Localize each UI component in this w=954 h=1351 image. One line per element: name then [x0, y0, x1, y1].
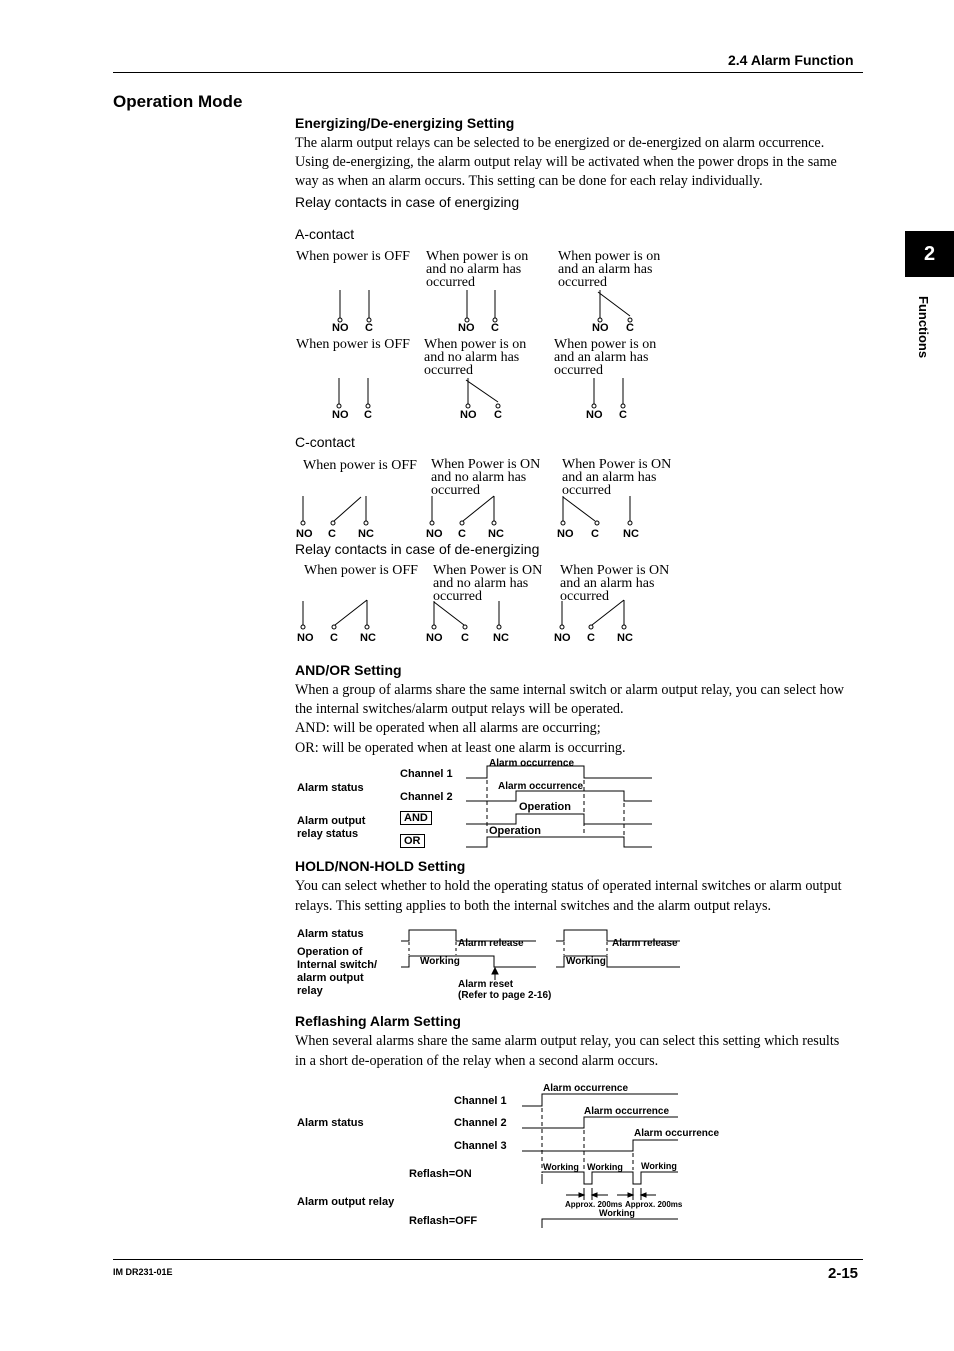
- terminal-label: NC: [623, 528, 639, 540]
- terminal-label: NO: [557, 528, 574, 540]
- caption-line: When power is on: [424, 337, 527, 352]
- diagram-label: Alarm occurrence: [543, 1083, 629, 1094]
- and-label: AND: [400, 811, 432, 825]
- text-line: relay: [297, 985, 323, 997]
- chapter-tab-label: Functions: [916, 296, 931, 359]
- text-line: Operation of: [297, 946, 363, 958]
- caption-line: and an alarm has: [558, 262, 653, 277]
- chapter-tab: 2: [905, 231, 954, 277]
- diagram-label: Alarm occurrence: [634, 1128, 720, 1139]
- terminal-label: C: [626, 322, 634, 334]
- diagram-label: Working: [641, 1161, 677, 1171]
- terminal-label: NC: [360, 632, 376, 644]
- diagram-label: Channel 2: [454, 1117, 507, 1129]
- terminal-label: NO: [332, 409, 349, 421]
- terminal-label: NO: [592, 322, 609, 334]
- relay-contact-symbol: [338, 290, 371, 322]
- terminal-label: C: [365, 322, 373, 334]
- diagram-label: Alarm output: [297, 815, 366, 827]
- terminal-label: NC: [493, 632, 509, 644]
- caption-line: and no alarm has: [424, 350, 520, 365]
- a-contact-label: A-contact: [295, 226, 355, 242]
- text-line: AND: will be operated when all alarms are occurring;: [295, 720, 601, 737]
- terminal-label: C: [494, 409, 502, 421]
- relay-contact-symbol: [432, 601, 501, 629]
- diagram-label: Alarm status: [297, 928, 364, 940]
- text-line: Using de-energizing, the alarm output relay will be activated when the power drops in the same: [295, 154, 837, 171]
- diagram-label: Operation: [519, 801, 571, 813]
- terminal-label: NC: [358, 528, 374, 540]
- diagram-label: Approx. 200ms: [565, 1200, 623, 1209]
- text-line: When several alarms share the same alarm output relay, you can select this setting which results: [295, 1033, 840, 1049]
- diagram-label: Working: [566, 956, 606, 967]
- relay-contact-symbol: [592, 378, 625, 408]
- caption-line: occurred: [433, 589, 482, 604]
- caption: When power is OFF: [296, 337, 410, 352]
- diagram-label: Alarm release: [458, 938, 524, 949]
- caption-line: and no alarm has: [431, 470, 527, 485]
- relay-contact-symbol: [561, 496, 632, 525]
- diagram-label: Alarm status: [297, 782, 364, 794]
- timing-waveform: [401, 930, 680, 980]
- terminal-label: NO: [296, 528, 313, 540]
- caption-line: When Power is ON: [560, 563, 670, 578]
- text-line: Internal switch/: [297, 959, 378, 971]
- text-line: You can select whether to hold the operating status of operated internal switches or alarm output: [295, 878, 842, 894]
- diagram-label: Channel 2: [400, 791, 453, 803]
- diagram-label: Channel 1: [454, 1095, 507, 1107]
- doc-number: IM DR231-01E: [113, 1267, 173, 1277]
- or-label: OR: [400, 834, 425, 848]
- andor-heading: AND/OR Setting: [295, 662, 402, 678]
- caption-line: occurred: [562, 483, 611, 498]
- section-header: 2.4 Alarm Function: [728, 52, 854, 68]
- page-title: Operation Mode: [113, 92, 243, 111]
- terminal-label: NO: [554, 632, 571, 644]
- caption: When power is OFF: [304, 563, 418, 578]
- caption-line: occurred: [558, 275, 607, 290]
- reflash-heading: Reflashing Alarm Setting: [295, 1013, 461, 1029]
- text-line: OR: will be operated when at least one alarm is occurring.: [295, 739, 626, 756]
- terminal-label: NO: [426, 528, 443, 540]
- caption-line: occurred: [424, 363, 473, 378]
- diagram-label: relay status: [297, 828, 359, 840]
- diagram-label: Reflash=ON: [409, 1168, 472, 1180]
- caption-line: When power is on: [558, 249, 661, 264]
- caption: When power is OFF: [296, 249, 410, 264]
- diagram-label: Alarm output relay: [297, 1196, 395, 1208]
- text-line: relays. This setting applies to both the internal switches and the alarm output relays.: [295, 898, 772, 914]
- relay-contact-symbol: [598, 290, 632, 322]
- caption-line: When Power is ON: [431, 457, 541, 472]
- terminal-label: NO: [458, 322, 475, 334]
- terminal-label: NO: [297, 632, 314, 644]
- relay-contact-symbol: [560, 600, 626, 629]
- relay-deenergizing-label: Relay contacts in case of de-energizing: [295, 541, 540, 557]
- caption-line: occurred: [554, 363, 603, 378]
- caption-line: When Power is ON: [562, 457, 672, 472]
- text-line: the internal switches/alarm output relays will be operated.: [295, 701, 624, 718]
- text-line: alarm output: [297, 972, 364, 984]
- page-number: 2-15: [828, 1265, 859, 1282]
- diagram-label: Alarm reset: [458, 979, 514, 990]
- caption-line: When Power is ON: [433, 563, 543, 578]
- diagram-label: Alarm release: [612, 938, 678, 949]
- terminal-label: C: [491, 322, 499, 334]
- energizing-heading: Energizing/De-energizing Setting: [295, 115, 515, 131]
- caption-line: and no alarm has: [433, 576, 529, 591]
- caption-line: occurred: [426, 275, 475, 290]
- diagram-label: Alarm status: [297, 1117, 364, 1129]
- caption-line: and no alarm has: [426, 262, 522, 277]
- caption-line: When power is on: [554, 337, 657, 352]
- terminal-label: C: [328, 528, 336, 540]
- caption-line: and an alarm has: [562, 470, 657, 485]
- relay-contact-symbol: [465, 290, 497, 322]
- terminal-label: NO: [586, 409, 603, 421]
- diagram-label: Channel 1: [400, 768, 453, 780]
- diagram-label: Channel 3: [454, 1140, 507, 1152]
- diagram-label: Alarm occurrence: [498, 781, 584, 792]
- relay-contact-symbol: [430, 496, 496, 525]
- terminal-label: NO: [426, 632, 443, 644]
- diagram-label: Reflash=OFF: [409, 1215, 478, 1227]
- timing-waveform: [522, 1094, 678, 1228]
- timing-waveform: [466, 766, 652, 847]
- terminal-label: NO: [460, 409, 477, 421]
- diagram-label: Working: [420, 956, 460, 967]
- terminal-label: NO: [332, 322, 349, 334]
- terminal-label: C: [587, 632, 595, 644]
- caption-line: When power is on: [426, 249, 529, 264]
- diagram-label: Alarm occurrence: [489, 758, 575, 769]
- caption-line: occurred: [560, 589, 609, 604]
- relay-contact-symbol: [337, 378, 370, 408]
- terminal-label: NC: [488, 528, 504, 540]
- caption: When power is OFF: [303, 458, 417, 473]
- diagram-label: Operation: [489, 825, 541, 837]
- diagram-label: Working: [599, 1208, 635, 1218]
- terminal-label: C: [619, 409, 627, 421]
- diagram-label: Approx. 200ms: [625, 1200, 683, 1209]
- text-line: in a short de-operation of the relay when a second alarm occurs.: [295, 1053, 659, 1069]
- terminal-label: C: [330, 632, 338, 644]
- terminal-label: C: [461, 632, 469, 644]
- relay-contact-symbol: [301, 496, 368, 525]
- caption-line: and an alarm has: [554, 350, 649, 365]
- caption-line: occurred: [431, 483, 480, 498]
- terminal-label: C: [364, 409, 372, 421]
- hold-heading: HOLD/NON-HOLD Setting: [295, 858, 466, 874]
- terminal-label: C: [591, 528, 599, 540]
- terminal-label: NC: [617, 632, 633, 644]
- diagram-label: Alarm occurrence: [584, 1106, 670, 1117]
- relay-contact-symbol: [466, 378, 500, 408]
- diagram-label: (Refer to page 2-16): [458, 990, 552, 1001]
- terminal-label: C: [458, 528, 466, 540]
- text-line: way as when an alarm occurs. This setting can be done for each relay individually.: [295, 173, 763, 190]
- diagram-label: Working: [587, 1162, 623, 1172]
- diagram-label: Working: [543, 1162, 579, 1172]
- c-contact-label: C-contact: [295, 434, 355, 450]
- relay-contact-symbol: [301, 600, 369, 629]
- relay-energizing-label: Relay contacts in case of energizing: [295, 194, 520, 210]
- text-line: The alarm output relays can be selected to be energized or de-energized on alarm occurrence.: [295, 135, 825, 151]
- text-line: When a group of alarms share the same internal switch or alarm output relay, you can select how: [295, 682, 845, 698]
- caption-line: and an alarm has: [560, 576, 655, 591]
